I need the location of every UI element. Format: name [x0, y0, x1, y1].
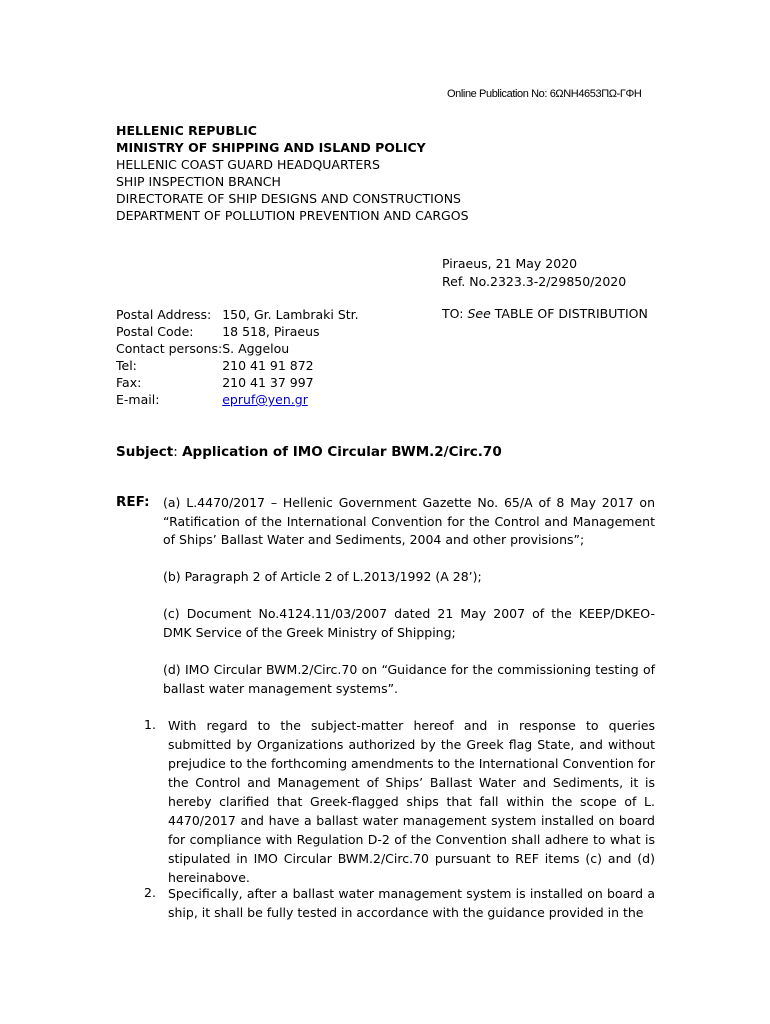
online-publication-number: Online Publication No: 6ΩΝΗ4653ΠΩ-ΓΦΗ [447, 88, 642, 100]
to-see: See [467, 306, 491, 321]
contact-person-label: Contact persons: [116, 341, 223, 356]
item-number-2: 2. [144, 885, 156, 900]
header-coast-guard: HELLENIC COAST GUARD HEADQUARTERS [116, 157, 380, 172]
contact-row [116, 340, 359, 357]
ref-heading [116, 494, 150, 510]
ref-label: REF [116, 494, 145, 510]
reference-a: (a) L.4470/2017 – Hellenic Government Gazette No. 65/A of 8 May 2017 on “Ratification of the International Convention for the Control and Management of Ships’ Ballast Water and Sediments, 2004 and other provisions”; [163, 495, 655, 547]
contact-row [116, 374, 359, 391]
header-ministry: MINISTRY OF SHIPPING AND ISLAND POLICY [116, 140, 426, 155]
date-block [442, 255, 626, 290]
document-date: Piraeus, 21 May 2020 [442, 256, 578, 271]
subject-text: Application of IMO Circular BWM.2/Circ.70 [182, 444, 502, 460]
reference-d: (d) IMO Circular BWM.2/Circ.70 on “Guidance for the commissioning testing of ballast water management systems”. [163, 662, 655, 696]
tel-value: 210 41 91 872 [222, 358, 314, 373]
contact-row [116, 357, 359, 374]
item-number-1: 1. [144, 717, 156, 732]
subject-colon: : [173, 444, 183, 460]
contact-table [116, 306, 359, 408]
tel-label: Tel: [116, 358, 137, 373]
issuing-authority-header [116, 122, 469, 224]
reference-c: (c) Document No.4124.11/03/2007 dated 21 May 2007 of the KEEP/DKEO-DMK Service of the Greek Ministry of Shipping; [163, 606, 655, 640]
fax-value: 210 41 37 997 [222, 375, 314, 390]
ref-colon: : [144, 494, 150, 510]
to-distribution: TABLE OF DISTRIBUTION [490, 306, 648, 321]
to-prefix: TO: [442, 306, 468, 321]
contact-row [116, 323, 359, 340]
contact-row [116, 391, 359, 408]
contact-person-value: S. Aggelou [222, 341, 290, 356]
email-label: E-mail: [116, 392, 160, 407]
header-directorate: DIRECTORATE OF SHIP DESIGNS AND CONSTRUCTIONS [116, 191, 461, 206]
recipient-line [442, 306, 648, 321]
reference-number: Ref. No.2323.3-2/29850/2020 [442, 273, 627, 289]
contact-details [116, 306, 359, 408]
reference-b: (b) Paragraph 2 of Article 2 of L.2013/1992 (A 28’); [163, 569, 482, 584]
postal-address-value: 150, Gr. Lambraki Str. [222, 307, 359, 322]
subject-label: Subject [116, 444, 174, 460]
header-department: DEPARTMENT OF POLLUTION PREVENTION AND CARGOS [116, 208, 469, 223]
item-text-1: With regard to the subject-matter hereof and in response to queries submitted by Organizations authorized by the Greek flag State, and without prejudice to the forthcoming amendments to the International Convention for the Control and Management of Ships’ Ballast Water and Sediments, it is hereby clarified that Greek-flagged ships that fall within the scope of L. 4470/2017 and have a ballast water management system installed on board for compliance with Regulation D-2 of the Convention shall adhere to what is stipulated in IMO Circular BWM.2/Circ.70 pursuant to REF items (c) and (d) hereinabove. [168, 718, 655, 885]
subject-line [116, 444, 502, 460]
item-text-2: Specifically, after a ballast water management system is installed on board a ship, it shall be fully tested in accordance with the guidance provided in the [168, 886, 655, 920]
fax-label: Fax: [116, 375, 142, 390]
header-branch: SHIP INSPECTION BRANCH [116, 174, 281, 189]
postal-address-label: Postal Address: [116, 307, 212, 322]
header-republic: HELLENIC REPUBLIC [116, 123, 257, 138]
postal-code-value: 18 518, Piraeus [222, 324, 320, 339]
contact-row [116, 306, 359, 323]
postal-code-label: Postal Code: [116, 324, 194, 339]
email-link[interactable]: epruf@yen.gr [222, 392, 308, 407]
